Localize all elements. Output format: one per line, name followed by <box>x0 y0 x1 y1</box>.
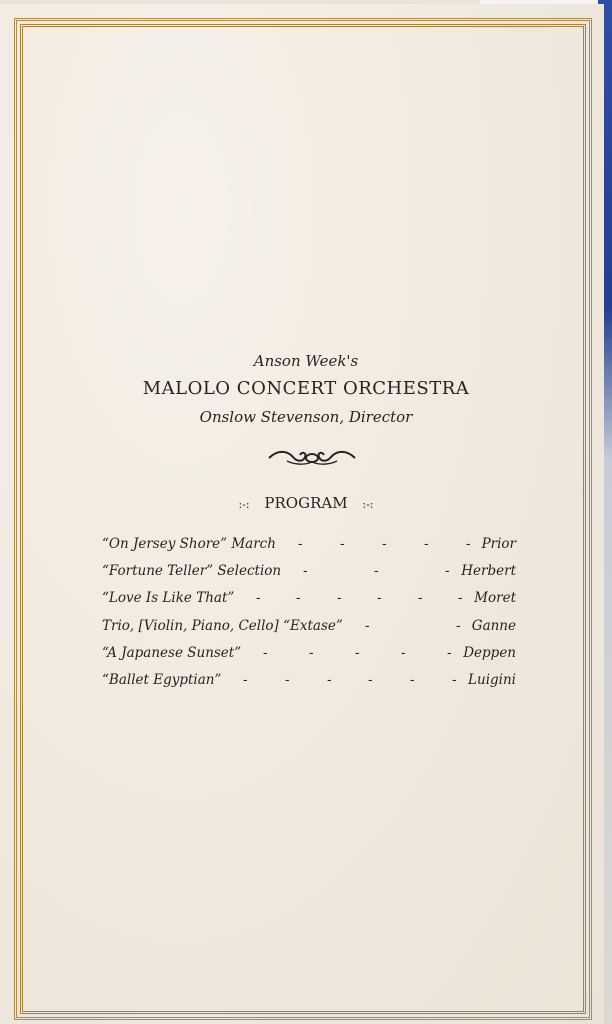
leader-dash: - <box>263 644 268 661</box>
piece-title: “A Japanese Sunset” <box>102 644 242 661</box>
gold-border-inner <box>20 24 586 1014</box>
leader-dash: - <box>243 671 248 688</box>
leader-dash: - <box>377 590 382 607</box>
program-item <box>102 563 516 590</box>
leader-dash: - <box>418 590 423 607</box>
leader-dash: - <box>445 563 450 580</box>
leader-dash: - <box>256 590 261 607</box>
leader-dash: - <box>401 644 406 661</box>
program-item <box>102 536 516 563</box>
piece-title: “Ballet Egyptian” <box>102 671 222 688</box>
composer-name: Herbert <box>461 563 516 580</box>
leader-dash: - <box>296 590 301 607</box>
piece-title: Trio, [Violin, Piano, Cello] “Extase” <box>102 617 343 634</box>
program-item <box>102 618 516 645</box>
piece-title: “On Jersey Shore” March <box>102 536 276 552</box>
program-heading-text: PROGRAM <box>264 494 348 512</box>
program-card <box>0 4 604 1024</box>
director-line: Onslow Stevenson, Director <box>199 408 413 426</box>
composer-name: Deppen <box>463 644 516 661</box>
leader-dash: - <box>456 617 461 634</box>
heading-mark-right: :-: <box>362 498 374 511</box>
leader-dash: - <box>424 536 429 552</box>
leader-dash: - <box>368 671 373 688</box>
leader-dash: - <box>340 536 345 552</box>
leader-dash: - <box>374 563 379 580</box>
composer-name: Ganne <box>471 617 516 634</box>
piece-title: “Love Is Like That” <box>102 590 235 607</box>
leader-dash: - <box>466 536 471 552</box>
program-item <box>102 590 516 617</box>
presenter-line: Anson Week's <box>253 352 359 370</box>
program-list <box>102 536 516 699</box>
leader-dash: - <box>309 644 314 661</box>
leader-dash: - <box>365 617 370 634</box>
program-item <box>102 672 516 699</box>
heading-mark-left: :-: <box>238 498 250 511</box>
program-heading <box>0 494 612 512</box>
leader-dash: - <box>337 590 342 607</box>
composer-name: Moret <box>474 590 516 607</box>
leader-dash: - <box>327 671 332 688</box>
leader-dash: - <box>447 644 452 661</box>
scroll-flourish-icon <box>267 446 357 468</box>
program-item <box>102 645 516 672</box>
leader-dash: - <box>355 644 360 661</box>
leader-dash: - <box>285 671 290 688</box>
leader-dash: - <box>303 563 308 580</box>
leader-dash: - <box>458 590 463 607</box>
composer-name: Prior <box>481 536 516 552</box>
piece-title: “Fortune Teller” Selection <box>102 563 282 580</box>
leader-dash: - <box>382 536 387 552</box>
leader-dash: - <box>452 671 457 688</box>
leader-dash: - <box>298 536 303 552</box>
orchestra-title: MALOLO CONCERT ORCHESTRA <box>142 378 470 399</box>
leader-dash: - <box>410 671 415 688</box>
composer-name: Luigini <box>468 671 516 688</box>
